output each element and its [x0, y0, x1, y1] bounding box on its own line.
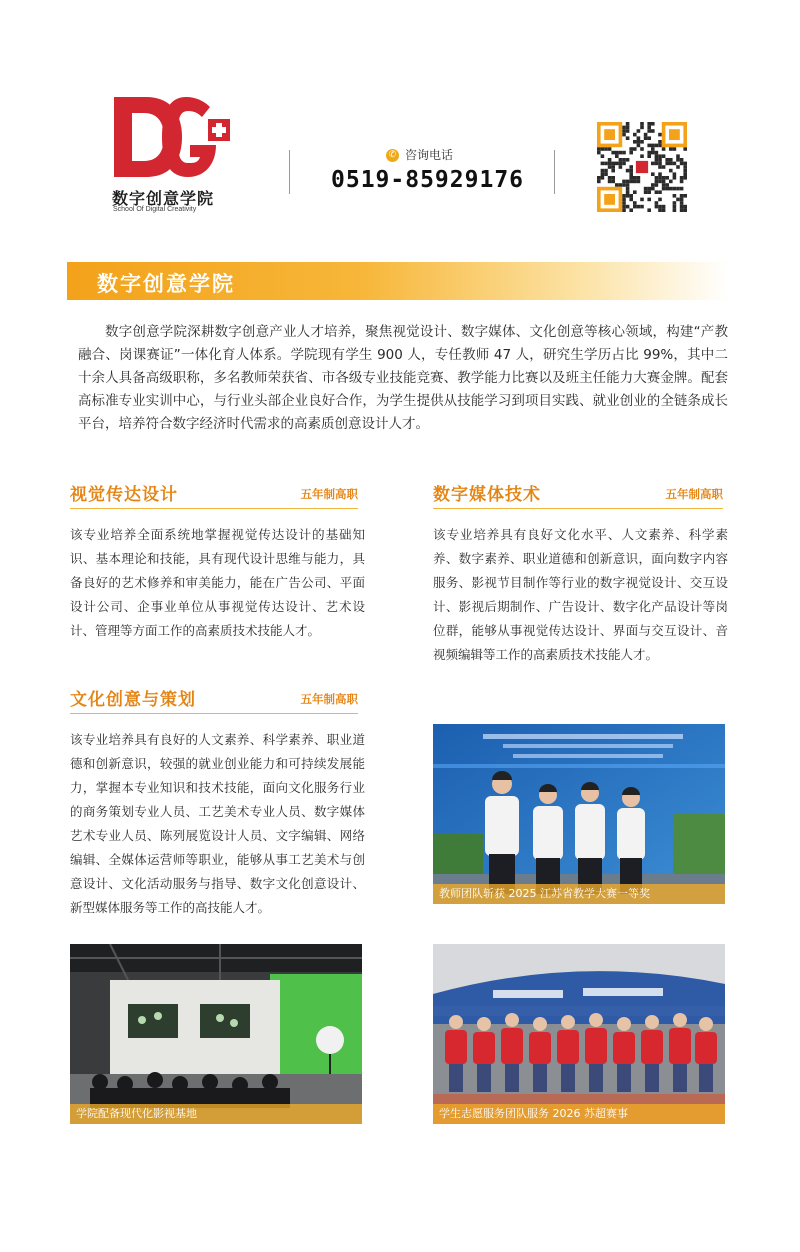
qr-code-icon	[597, 122, 687, 212]
phone-icon: ✆	[386, 149, 399, 162]
major-program-tag: 五年制高职	[300, 487, 358, 501]
phone-label	[386, 146, 453, 163]
major-heading	[433, 480, 723, 510]
major-description: 该专业培养全面系统地掌握视觉传达设计的基础知识、基本理论和技能，具有现代设计思维与能力，具备良好的艺术修养和审美能力，能在广告公司、平面设计公司、企事业单位从事视觉传达设计、艺术设计、管理等方面工作的高素质技术技能人才。	[70, 527, 365, 638]
header-divider-right	[554, 150, 555, 194]
major-program-tag: 五年制高职	[665, 487, 723, 501]
qr-code[interactable]	[597, 122, 687, 212]
major-title: 视觉传达设计	[70, 485, 178, 505]
phone-label-text: 咨询电话	[405, 148, 454, 162]
section-banner	[67, 262, 729, 300]
major-divider	[433, 508, 723, 509]
college-intro: 数字创意学院深耕数字创意产业人才培养，聚焦视觉设计、数字媒体、文化创意等核心领域，构建“产教融合、岗课赛证”一体化育人体系。学院现有学生 900 人，专任教师 47 人，研究生学历占比 99%，其中二十余人具备高级职称，多名教师荣获省、市各级专业技能竞赛、教学能力比赛以及班主任能力大赛金牌。配套高标准专业实训中心，与行业头部企业良好合作，为学生提供从技能学习到项目实践、就业创业的全链条成长平台，培养符合数字经济时代需求的高素质创意设计人才。	[78, 324, 728, 432]
photo-caption: 教师团队斩获 2025 江苏省教学大赛一等奖	[433, 884, 725, 904]
logo-english-name: School Of Digital Creativity	[113, 206, 197, 213]
logo-name: 数字创意学院	[112, 189, 215, 208]
major-title: 数字媒体技术	[433, 485, 541, 505]
major-description: 该专业培养具有良好的人文素养、科学素养、职业道德和创新意识，较强的就业创业能力和可持续发展能力，掌握本专业知识和技术技能，面向文化服务行业的商务策划专业人员、工艺美术专业人员、数字媒体艺术专业人员、陈列展览设计人员、文字编辑、网络编辑、全媒体运营师等职业，能够从事工艺美术与创意设计、文化活动服务与指导、数字文化创意设计、新型媒体服务等工作的高技能人才。	[70, 732, 365, 915]
school-logo	[108, 93, 233, 218]
major-program-tag: 五年制高职	[300, 692, 358, 706]
major-description: 该专业培养具有良好文化水平、人文素养、科学素养、数字素养、职业道德和创新意识，面向数字内容服务、影视节目制作等行业的数字视觉设计、交互设计、影视后期制作、广告设计、数字化产品设计等岗位群，能够从事视觉传达设计、界面与交互设计、音视频编辑等工作的高素质技术技能人才。	[433, 527, 728, 662]
major-divider	[70, 508, 358, 509]
photo-film-studio	[70, 944, 362, 1124]
photo-caption: 学生志愿服务团队服务 2026 苏超赛事	[433, 1104, 725, 1124]
major-heading	[70, 480, 358, 510]
photo-volunteer-team	[433, 944, 725, 1124]
section-title: 数字创意学院	[97, 272, 235, 296]
major-title: 文化创意与策划	[70, 690, 196, 710]
header-divider-left	[289, 150, 290, 194]
phone-number[interactable]: 0519-85929176	[331, 167, 525, 193]
photo-caption: 学院配备现代化影视基地	[70, 1104, 362, 1124]
logo-mark	[112, 93, 232, 183]
major-divider	[70, 713, 358, 714]
photo-teacher-team	[433, 724, 725, 904]
major-heading	[70, 685, 358, 715]
